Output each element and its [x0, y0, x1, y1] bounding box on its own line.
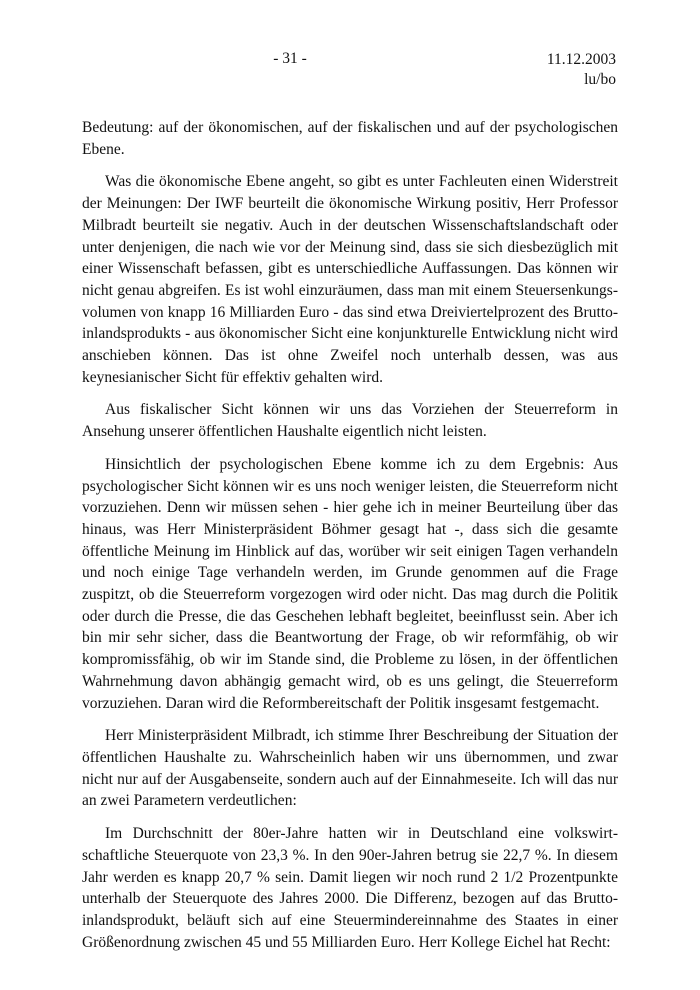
paragraph-3: Aus fiskalischer Sicht können wir uns das Vorziehen der Steuerreform in Ansehung unserer öffentlichen Haushalte eigentlich nicht leisten. — [82, 401, 618, 441]
page-number: - 31 - — [273, 50, 307, 67]
paragraph-2: Was die ökonomische Ebene angeht, so gibt es unter Fachleuten einen Widerstreit der Meinungen: Der IWF beurteilt die ökonomische Wirkung positiv, Herr Professor Milbradt beurteilt sie negativ. Auch in der deutschen Wissenschaftslandschaft oder unter denjenigen, die nach wie vor der Meinung sind, dass sie sich diesbezüglich mit einer Wissenschaft befassen, gibt es unterschiedliche Auffassungen. Das können wir nicht genau abgreifen. Es ist wohl einzuräumen, dass man mit einem Steuersenkungsvolumen von knapp 16 Milliarden Euro - das sind etwa Dreiviertelprozent des Bruttoinlandsprodukts - aus ökonomischer Sicht eine konjunkturelle Entwicklung nicht wird anschieben können. Das ist ohne Zweifel noch unterhalb dessen, was aus keynesianischer Sicht für effektiv gehalten wird. — [82, 173, 618, 386]
paragraph-4: Hinsichtlich der psychologischen Ebene komme ich zu dem Ergebnis: Aus psychologischer Sicht können wir es uns noch weniger leisten, die Steuerreform nicht vorzuziehen. Denn wir müssen sehen - hier gehe ich in meiner Beurteilung über das hinaus, was Herr Ministerpräsident Böhmer gesagt hat -, dass sich die gesamte öffentliche Meinung im Hinblick auf das, worüber wir seit einigen Tagen verhandeln und noch einige Tage verhandeln werden, im Grunde genommen auf die Frage zuspitzt, ob die Steuerreform vorgezogen wird oder nicht. Das mag durch die Politik oder durch die Presse, die das Geschehen lebhaft begleitet, beeinflusst sein. Aber ich bin mir sehr sicher, dass die Beantwortung der Frage, ob wir reformfähig, ob wir kompromissfähig, ob wir im Stande sind, die Probleme zu lösen, in der öffentlichen Wahrnehmung davon abhängig gemacht wird, ob es uns gelingt, die Steuerreform vorzuziehen. Daran wird die Reformbereitschaft der Politik insgesamt festgemacht. — [82, 455, 618, 712]
header-initials: lu/bo — [584, 71, 616, 88]
paragraph-1: Bedeutung: auf der ökonomischen, auf der fiskalischen und auf der psychologischen Ebene. — [82, 119, 618, 158]
paragraph-5: Herr Ministerpräsident Milbradt, ich stimme Ihrer Beschreibung der Situation der öffentlichen Haushalte zu. Wahrscheinlich haben wir uns übernommen, und zwar nicht nur auf der Ausgabenseite, sondern auch auf der Einnahmeseite. Ich will das nur an zwei Parametern verdeutlichen: — [82, 727, 618, 810]
header-meta — [547, 50, 616, 90]
header-date: 11.12.2003 — [546, 51, 616, 68]
body-text — [82, 117, 618, 964]
paragraph-6: Im Durchschnitt der 80er-Jahre hatten wir in Deutschland eine volkswirtschaftliche Steuerquote von 23,3 %. In den 90er-Jahren betrug sie 22,7 %. In diesem Jahr werden es knapp 20,7 % sein. Damit liegen wir noch rund 2 1/2 Prozentpunkte unterhalb der Steuerquote des Jahres 2000. Die Differenz, bezogen auf das Bruttoinlandsprodukt, beläuft sich auf eine Steuermindereinnahme des Staates in einer Größenordnung zwischen 45 und 55 Milliarden Euro. Herr Kollege Eichel hat Recht: — [82, 825, 618, 951]
